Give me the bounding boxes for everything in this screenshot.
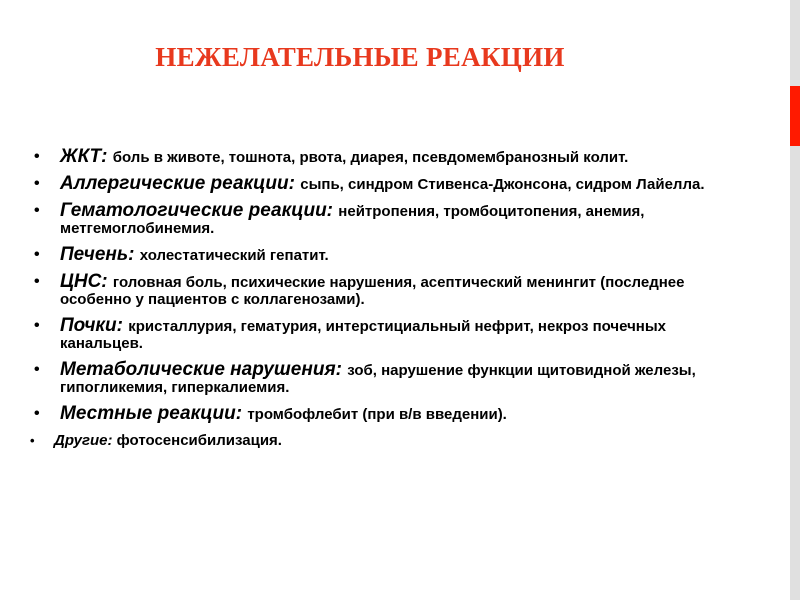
item-term: Аллергические реакции: [60, 173, 301, 194]
bullet-icon: • [34, 175, 40, 192]
bullet-icon: • [34, 405, 40, 422]
item-description: холестатический гепатит. [139, 247, 329, 264]
list-item [30, 405, 750, 423]
reaction-list [30, 148, 750, 458]
item-description: тромбофлебит (при в/в введении). [247, 406, 507, 423]
slide-title: НЕЖЕЛАТЕЛЬНЫЕ РЕАКЦИИ [155, 42, 565, 72]
list-item [30, 273, 750, 308]
item-description: зоб, нарушение функции щитовидной железы, гипогликемия, гиперкалиемия. [60, 362, 696, 396]
list-item [30, 246, 750, 264]
item-description: боль в животе, тошнота, рвота, диарея, псевдомембранозный колит. [112, 149, 629, 166]
list-item [30, 432, 750, 449]
red-accent-mark [790, 86, 800, 146]
bullet-icon: • [34, 148, 40, 165]
item-description: нейтропения, тромбоцитопения, анемия, метгемоглобинемия. [60, 203, 645, 237]
item-description: головная боль, психические нарушения, асептический менингит (последнее особенно у пациентов с коллагенозами). [60, 274, 685, 308]
list-item [30, 148, 750, 166]
bullet-icon: • [30, 433, 35, 448]
item-term: ЦНС: [60, 271, 113, 292]
bullet-icon: • [34, 273, 40, 290]
item-term: Метаболические нарушения: [60, 359, 348, 380]
list-item [30, 202, 750, 237]
right-accent-bar [790, 0, 800, 600]
bullet-icon: • [34, 202, 40, 219]
list-item [30, 175, 750, 193]
item-term: ЖКТ: [60, 146, 113, 167]
item-term: Местные реакции: [60, 403, 248, 424]
bullet-icon: • [34, 246, 40, 263]
item-description: сыпь, синдром Стивенса-Джонсона, сидром Лайелла. [300, 176, 705, 193]
item-term: Печень: [60, 244, 140, 265]
item-description: кристаллурия, гематурия, интерстициальный нефрит, некроз почечных канальцев. [60, 318, 667, 352]
item-term: Другие: [54, 432, 117, 449]
bullet-icon: • [34, 361, 40, 378]
list-item [30, 361, 750, 396]
item-description: фотосенсибилизация. [116, 432, 282, 449]
item-term: Гематологические реакции: [60, 200, 339, 221]
bullet-icon: • [34, 317, 40, 334]
item-term: Почки: [60, 315, 129, 336]
list-item [30, 317, 750, 352]
